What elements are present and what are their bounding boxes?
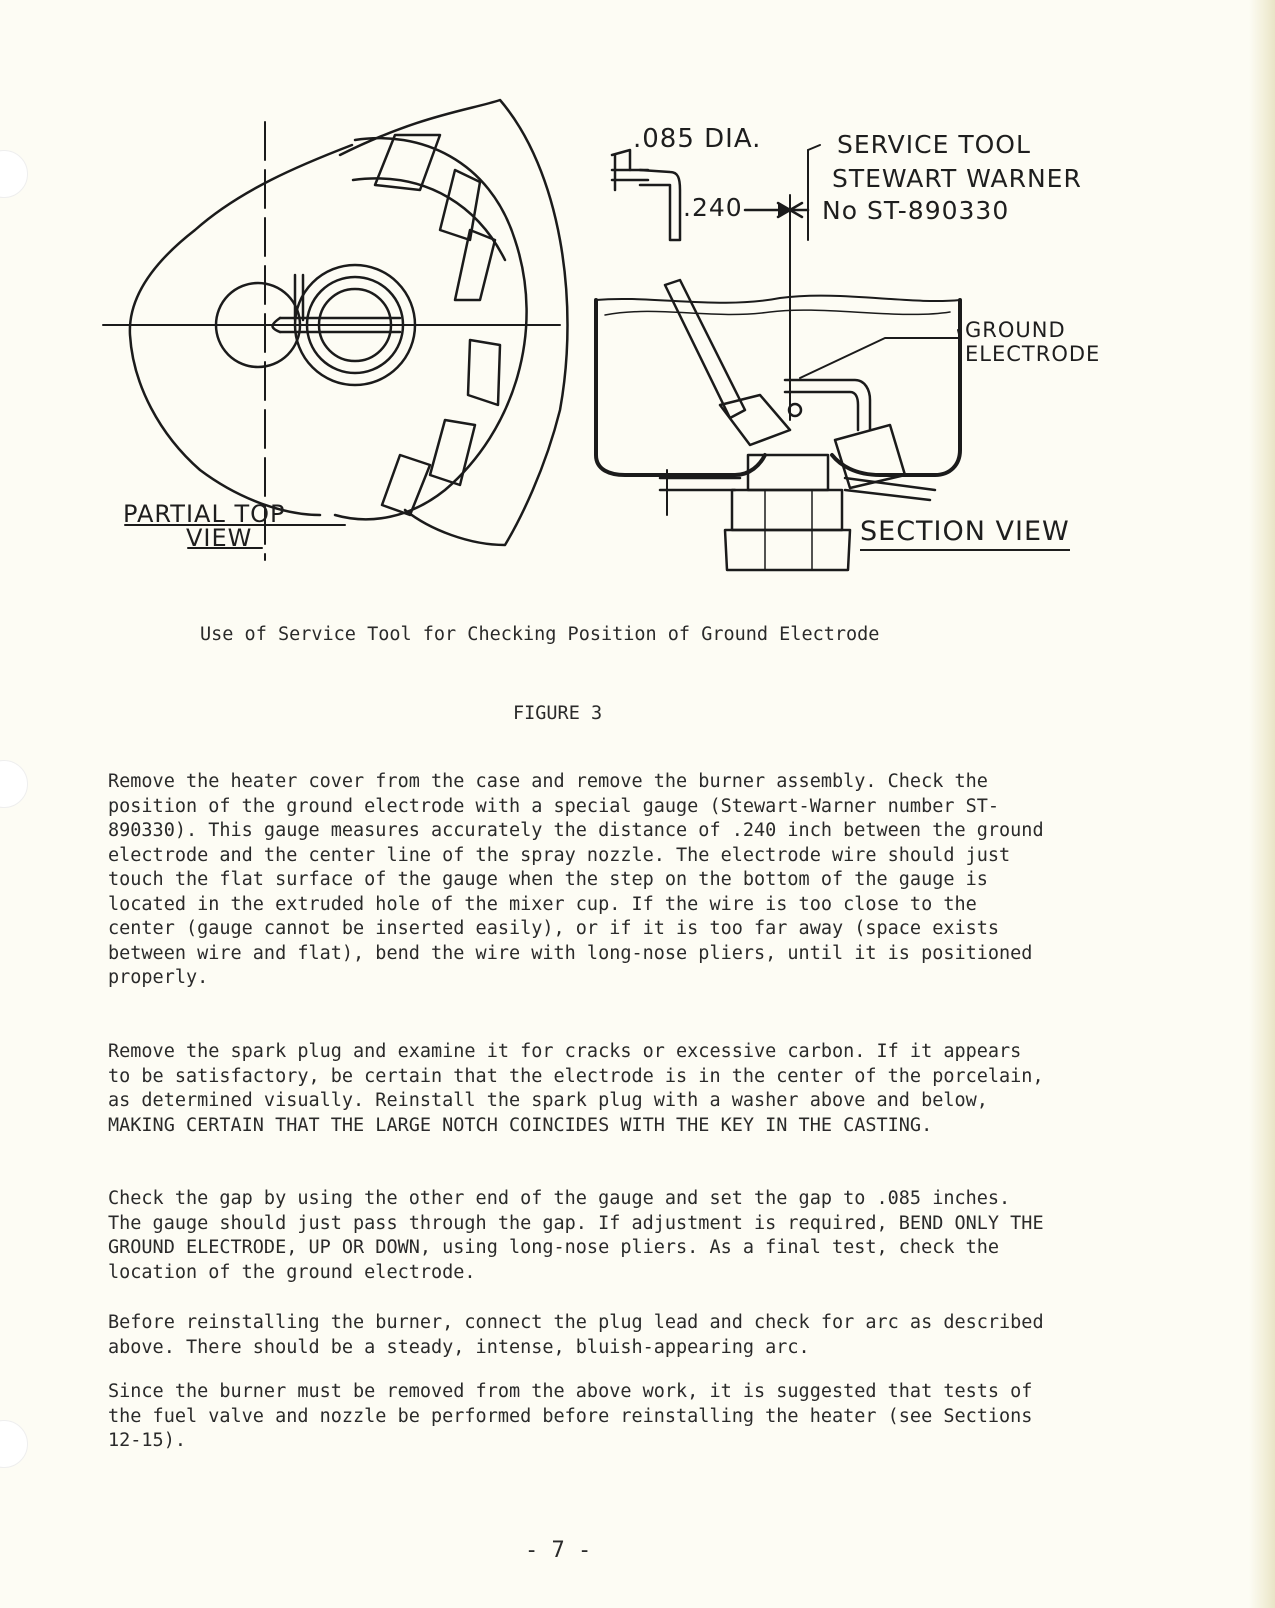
service-tool-label: SERVICE TOOL [837,130,1031,159]
view-label: VIEW [186,524,253,552]
section-view-label: SECTION VIEW [860,516,1070,551]
figure-number: FIGURE 3 [513,703,603,724]
partial-top-view-drawing [103,100,568,560]
punch-hole-bottom [0,1420,28,1468]
paragraph-gap-check: Check the gap by using the other end of the gauge and set the gap to .085 inches. The gauge should just pass through the gap. If adjustment is required, BEND ONLY THE GROUND ELECTRODE, UP OR DOWN, using long-nose pliers. As a final test, check the location of the ground electrode. [108,1188,1044,1283]
dia-label: .085 DIA. [633,124,762,154]
paragraph-suggestion: Since the burner must be removed from the above work, it is suggested that tests of the fuel valve and nozzle be performed before reinstalling the heater (see Sections 12-15). [108,1381,1033,1451]
figure-caption: Use of Service Tool for Checking Position of Ground Electrode [200,624,880,645]
tool-number-label: No ST-890330 [822,196,1010,225]
vane [468,340,500,405]
paragraph-electrode-check: Remove the heater cover from the case and remove the burner assembly. Check the position of the ground electrode with a special gauge (Stewart-Warner number ST-890330). This gauge measures accurately the distance of .240 inch between the ground electrode and the center line of the spray nozzle. The electrode wire should just touch the flat surface of the gauge when the step on the bottom of the gauge is located in the extruded hole of the mixer cup. If the wire is too close to the center (gauge cannot be inserted easily), or if it is too far away (space exists between wire and flat), bend the wire with long-nose pliers, until it is positioned properly. [108,771,1044,988]
ground-label: GROUND [965,318,1066,342]
vane [455,230,495,300]
stewart-warner-label: STEWART WARNER [832,164,1082,193]
dimension-240-label: .240 [683,193,743,222]
partial-top-label: PARTIAL TOP [123,500,286,528]
mixer-cup-rim [335,138,527,519]
vane [430,420,475,485]
fuel-surface [596,296,960,303]
cup-wall-left [596,300,765,475]
page-number: - 7 - [525,1538,592,1563]
paragraph-arc-check: Before reinstalling the burner, connect the plug lead and check for arc as described above. There should be a steady, intense, bluish-appearing arc. [108,1312,1044,1358]
electrode-label: ELECTRODE [965,342,1101,366]
paragraph-spark-plug: Remove the spark plug and examine it for cracks or excessive carbon. If it appears to be satisfactory, be certain that the electrode is in the center of the porcelain, as determined visually. Reinstall the spark plug with a washer above and below, MAKING CERTAIN THAT THE LARGE NOTCH COINCIDES WITH THE KEY IN THE CASTING. [108,1041,1044,1136]
punch-hole-middle [0,760,28,808]
outer-band [340,100,568,545]
